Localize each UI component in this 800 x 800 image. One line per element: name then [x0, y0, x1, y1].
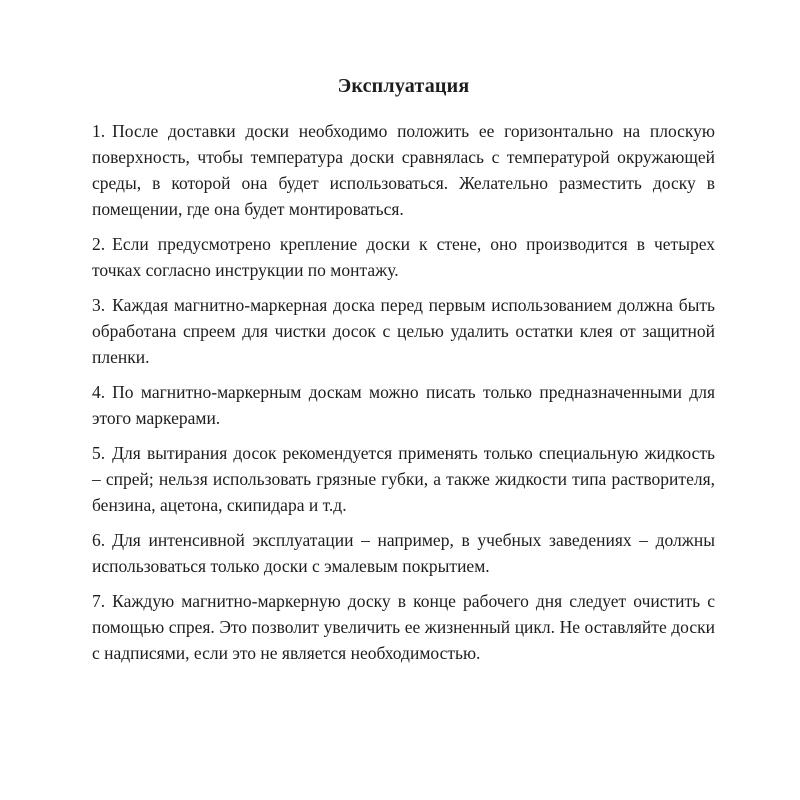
- list-item-text: Если предусмотрено крепление доски к стене, оно производится в четырех точках согласно инструкции по монтажу.: [92, 234, 715, 280]
- list-item-number: 4.: [92, 382, 106, 402]
- list-item: [92, 118, 715, 222]
- list-item: [92, 588, 715, 666]
- list-item-text: Для интенсивной эксплуатации – например, в учебных заведениях – должны использоваться только доски с эмалевым покрытием.: [92, 530, 715, 576]
- list-item-number: 6.: [92, 530, 106, 550]
- list-item-number: 7.: [92, 591, 106, 611]
- list-item-text: Каждую магнитно-маркерную доску в конце рабочего дня следует очистить с помощью спрея. Это позволит увеличить ее жизненный цикл. Не оставляйте доски с надписями, если это не является необходимостью.: [92, 591, 715, 663]
- list-item: [92, 379, 715, 431]
- list-item-number: 3.: [92, 295, 106, 315]
- list-item: [92, 292, 715, 370]
- page-title: Эксплуатация: [337, 75, 470, 97]
- list-item-text: Для вытирания досок рекомендуется применять только специальную жидкость – спрей; нельзя использовать грязные губки, а также жидкости типа растворителя, бензина, ацетона, скипидара и т.д.: [92, 443, 715, 515]
- list-item: [92, 527, 715, 579]
- list-item-text: По магнитно-маркерным доскам можно писать только предназначенными для этого маркерами.: [92, 382, 715, 428]
- list-item-number: 1.: [92, 121, 106, 141]
- list-item-number: 2.: [92, 234, 106, 254]
- list-item: [92, 231, 715, 283]
- list-item-text: После доставки доски необходимо положить ее горизонтально на плоскую поверхность, чтобы температура доски сравнялась с температурой окружающей среды, в которой она будет использоваться. Желательно разместить доску в помещении, где она будет монтироваться.: [92, 121, 715, 219]
- list-item: [92, 440, 715, 518]
- list-item-text: Каждая магнитно-маркерная доска перед первым использованием должна быть обработана спреем для чистки досок с целью удалить остатки клея от защитной пленки.: [92, 295, 715, 367]
- list-item-number: 5.: [92, 443, 106, 463]
